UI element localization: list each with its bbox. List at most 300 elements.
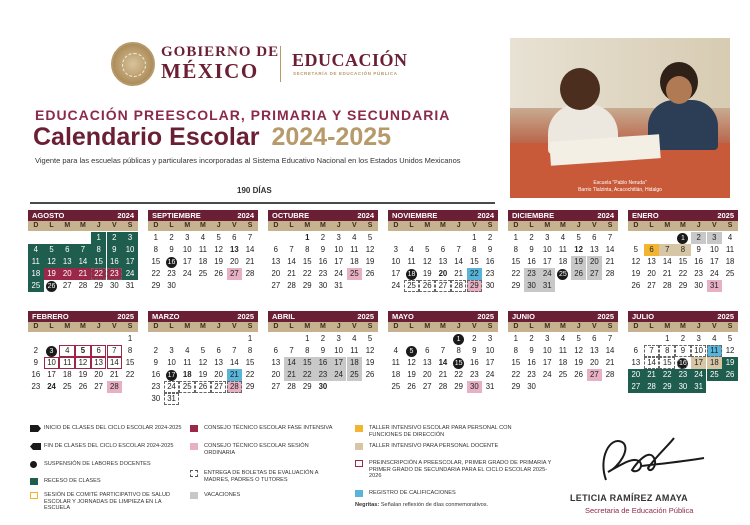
legend-yellow-icon: [355, 425, 363, 432]
day-cell: 7: [289, 346, 294, 355]
day-cell: 30: [167, 281, 176, 290]
day-cell: 15: [511, 358, 521, 367]
day-cell: 27: [271, 382, 281, 391]
legend-tan-icon: [355, 443, 363, 450]
day-cell: 3: [393, 245, 399, 254]
day-cell: 10: [182, 245, 192, 254]
day-cell: 18: [182, 370, 192, 379]
day-cell: 27: [628, 381, 644, 393]
weekday-label: V: [472, 222, 477, 229]
day-cell: 16: [31, 370, 41, 379]
day-cell: 18: [407, 270, 416, 278]
day-cell: 27: [587, 369, 603, 381]
legend-item-text: SESIÓN DE COMITÉ PARTICIPATIVO DE SALUD ESCOLAR Y JORNADAS DE LIMPIEZA EN LA ESCUELA: [44, 492, 171, 512]
day-cell: 21: [662, 269, 672, 278]
day-grid: [508, 333, 618, 405]
weekday-label: V: [112, 222, 117, 229]
month-year: 2025: [597, 312, 614, 321]
weekday-row: [628, 221, 738, 231]
legend-item-text: VACACIONES: [204, 492, 241, 498]
photo-caption-place: Barrio Tlalzinta, Acacochitlán, Hidalgo: [578, 187, 662, 193]
day-cell: 31: [707, 280, 723, 292]
day-cell: 21: [605, 358, 615, 367]
day-cell: 30: [485, 281, 495, 290]
day-cell: 27: [211, 381, 227, 393]
month-name: JUNIO: [512, 312, 535, 321]
day-grid: [628, 333, 738, 405]
legend-item-text: PREINSCRIPCIÓN A PREESCOLAR, PRIMER GRADO DE PRIMARIA Y PRIMER GRADO DE SECUNDARIA PARA EL CICLO ESCOLAR 2025-2026: [369, 460, 552, 480]
weekday-label: J: [456, 222, 461, 229]
day-cell: 20: [590, 358, 599, 367]
day-cell: 2: [107, 232, 123, 244]
legend-item-text: REGISTRO DE CALIFICACIONES: [369, 490, 456, 496]
day-cell: 5: [406, 346, 417, 357]
weekday-label: V: [472, 323, 477, 330]
day-cell: 30: [675, 381, 691, 393]
day-cell: 9: [153, 358, 159, 367]
month-year: 2025: [477, 312, 494, 321]
day-cell: 17: [167, 371, 176, 379]
day-cell: 8: [305, 346, 310, 355]
weekday-label: S: [367, 222, 373, 229]
day-cell: 13: [214, 358, 223, 367]
negritas-text: Señalan reflexión de días conmemorativos.: [380, 502, 489, 508]
day-cell: 21: [605, 257, 615, 266]
legend-item-text: SUSPENSIÓN DE LABORES DOCENTES: [44, 461, 151, 467]
day-cell: 13: [59, 256, 75, 268]
day-cell: 27: [587, 268, 603, 280]
title-years: 2024-2025: [271, 123, 392, 151]
day-cell: 9: [169, 245, 174, 254]
legend-blue-icon: [355, 490, 363, 497]
day-cell: 3: [46, 346, 57, 357]
weekday-label: L: [649, 222, 654, 229]
day-cell: 12: [631, 257, 641, 266]
day-cell: 25: [28, 280, 44, 292]
weekday-label: V: [712, 323, 717, 330]
day-cell: 18: [28, 268, 44, 280]
day-cell: 14: [245, 245, 255, 254]
day-cell: 21: [284, 369, 300, 381]
legend-green-icon: [30, 478, 38, 485]
weekday-label: V: [712, 222, 717, 229]
day-cell: 3: [545, 334, 550, 343]
day-cell: 17: [542, 358, 552, 367]
day-cell: 3: [169, 346, 174, 355]
day-cell: 13: [422, 358, 432, 367]
day-cell: 8: [472, 245, 477, 254]
month-name: SEPTIEMBRE: [152, 211, 201, 220]
day-cell: 3: [122, 232, 138, 244]
month-febrero: [28, 311, 138, 405]
day-cell: 23: [527, 370, 536, 379]
month-septiembre: [148, 210, 258, 304]
month-octubre: [268, 210, 378, 304]
day-cell: 23: [524, 268, 540, 280]
weekday-label: M: [424, 323, 431, 330]
legend-dashed-icon: [190, 470, 198, 477]
day-cell: 8: [456, 346, 461, 355]
weekday-label: M: [440, 323, 446, 330]
day-cell: 12: [198, 358, 208, 367]
month-header: [268, 311, 378, 322]
day-cell: 15: [511, 257, 521, 266]
day-cell: 11: [558, 346, 567, 355]
day-cell: 28: [451, 280, 467, 292]
day-cell: 11: [391, 358, 400, 367]
day-cell: 11: [183, 358, 192, 367]
day-cell: 16: [151, 370, 161, 379]
weekday-label: M: [200, 222, 206, 229]
day-cell: 18: [558, 358, 568, 367]
weekday-label: V: [112, 323, 117, 330]
day-cell: 18: [391, 370, 401, 379]
educacion-subtitle: SECRETARÍA DE EDUCACIÓN PÚBLICA: [293, 71, 398, 76]
day-cell: 4: [200, 233, 206, 242]
month-name: FEBRERO: [32, 312, 69, 321]
day-cell: 20: [214, 370, 223, 379]
day-cell: 5: [425, 245, 430, 254]
day-cell: 16: [315, 357, 331, 369]
day-cell: 25: [179, 381, 195, 393]
weekday-label: S: [367, 323, 373, 330]
day-cell: 15: [299, 357, 315, 369]
weekday-label: D: [33, 222, 39, 229]
day-cell: 7: [289, 245, 294, 254]
day-cell: 2: [320, 334, 326, 343]
negritas-label: Negritas:: [355, 502, 380, 508]
weekday-label: L: [289, 222, 294, 229]
weekday-label: M: [304, 323, 311, 330]
day-cell: 20: [438, 269, 448, 278]
weekday-row: [28, 221, 138, 231]
weekday-label: S: [487, 222, 493, 229]
day-cell: 24: [122, 268, 138, 280]
weekday-label: M: [544, 323, 551, 330]
day-cell: 18: [725, 257, 735, 266]
day-cell: 11: [558, 245, 567, 254]
day-cell: 17: [331, 357, 347, 369]
weekday-label: D: [393, 222, 399, 229]
day-cell: 18: [347, 357, 363, 369]
day-cell: 23: [167, 269, 176, 278]
day-cell: 5: [75, 345, 91, 357]
day-cell: 7: [607, 334, 613, 343]
weekday-label: S: [127, 323, 133, 330]
day-cell: 29: [454, 382, 463, 391]
month-marzo: [148, 311, 258, 405]
day-cell: 15: [454, 359, 463, 367]
day-cell: 11: [350, 346, 359, 355]
day-cell: 24: [331, 369, 347, 381]
day-cell: 24: [710, 269, 719, 278]
day-cell: 10: [334, 346, 343, 355]
day-grid: [268, 333, 378, 405]
day-cell: 19: [422, 269, 432, 278]
day-cell: 28: [287, 382, 296, 391]
legend-item-text: CONSEJO TÉCNICO ESCOLAR SESIÓN ORDINARIA: [204, 443, 309, 456]
day-cell: 30: [318, 382, 328, 391]
day-cell: 29: [151, 281, 161, 290]
day-cell: 18: [558, 257, 568, 266]
day-cell: 9: [529, 346, 534, 355]
weekday-label: S: [487, 323, 493, 330]
day-cell: 26: [571, 268, 587, 280]
weekday-label: V: [352, 323, 357, 330]
day-cell: 27: [227, 268, 243, 280]
weekday-label: M: [320, 222, 326, 229]
day-cell: 30: [110, 281, 119, 290]
weekday-label: D: [153, 222, 159, 229]
day-cell: 7: [644, 345, 660, 357]
month-year: 2025: [717, 211, 734, 220]
day-cell: 11: [59, 357, 75, 369]
day-cell: 15: [678, 257, 688, 266]
day-grid: [508, 232, 618, 304]
day-cell: 1: [513, 233, 519, 242]
day-cell: 29: [302, 281, 312, 290]
day-cell: 17: [334, 257, 343, 266]
month-year: 2024: [597, 211, 614, 220]
day-cell: 24: [539, 268, 555, 280]
weekday-label: V: [352, 222, 357, 229]
day-cell: 28: [605, 269, 615, 278]
day-cell: 14: [287, 257, 296, 266]
day-cell: 8: [675, 244, 691, 256]
day-cell: 28: [227, 381, 243, 393]
day-cell: 10: [542, 245, 552, 254]
day-cell: 12: [725, 346, 735, 355]
weekday-label: J: [96, 323, 101, 330]
day-cell: 6: [273, 245, 279, 254]
legend-item-text: RECESO DE CLASES: [44, 478, 101, 484]
day-cell: 26: [78, 382, 88, 391]
day-cell: 26: [195, 381, 211, 393]
day-cell: 1: [305, 334, 310, 343]
day-cell: 26: [631, 281, 641, 290]
day-cell: 1: [665, 334, 670, 343]
day-cell: 21: [438, 370, 448, 379]
day-cell: 26: [574, 370, 583, 379]
weekday-label: M: [424, 222, 431, 229]
levels-heading: EDUCACIÓN PREESCOLAR, PRIMARIA Y SECUNDARIA: [35, 107, 451, 123]
day-cell: 14: [605, 346, 615, 355]
weekday-label: L: [529, 222, 534, 229]
weekday-label: D: [273, 222, 279, 229]
day-cell: 20: [628, 369, 644, 381]
day-cell: 13: [91, 357, 107, 369]
day-cell: 7: [607, 233, 613, 242]
day-cell: 23: [675, 369, 691, 381]
day-grid: [388, 333, 498, 405]
month-junio: [508, 311, 618, 405]
day-cell: 8: [513, 245, 519, 254]
day-cell: 14: [454, 257, 463, 266]
day-cell: 4: [712, 334, 717, 343]
month-header: [28, 210, 138, 221]
day-cell: 28: [438, 382, 448, 391]
month-name: OCTUBRE: [272, 211, 310, 220]
weekday-row: [268, 221, 378, 231]
day-cell: 21: [110, 370, 119, 379]
day-cell: 19: [574, 358, 583, 367]
day-cell: 1: [453, 334, 464, 345]
day-cell: 6: [273, 346, 279, 355]
day-cell: 25: [62, 382, 72, 391]
day-cell: 16: [470, 358, 479, 367]
day-cell: 18: [707, 357, 723, 369]
day-cell: 4: [727, 233, 733, 242]
day-cell: 12: [574, 346, 583, 355]
day-cell: 2: [320, 233, 326, 242]
day-cell: 25: [707, 369, 723, 381]
day-cell: 2: [169, 233, 174, 242]
day-cell: 8: [247, 346, 253, 355]
day-grid: [148, 232, 258, 304]
legend-item-text: TALLER INTENSIVO PARA PERSONAL DOCENTE: [369, 443, 499, 449]
day-cell: 5: [576, 233, 581, 242]
day-cell: 9: [107, 244, 123, 256]
month-year: 2025: [717, 312, 734, 321]
day-cell: 19: [44, 268, 60, 280]
day-cell: 9: [33, 358, 39, 367]
day-cell: 3: [696, 334, 701, 343]
day-cell: 28: [644, 381, 660, 393]
month-header: [28, 311, 138, 322]
weekday-label: J: [216, 222, 221, 229]
day-cell: 12: [365, 245, 375, 254]
day-cell: 13: [230, 245, 239, 254]
day-cell: 19: [214, 257, 223, 266]
day-cell: 2: [472, 334, 477, 343]
day-cell: 11: [407, 257, 416, 266]
legend-flag-start-icon: [30, 425, 41, 432]
day-cell: 28: [287, 281, 296, 290]
weekday-label: D: [273, 323, 279, 330]
day-grid: [28, 232, 138, 304]
day-cell: 26: [365, 370, 375, 379]
day-cell: 19: [722, 357, 738, 369]
day-cell: 29: [678, 281, 688, 290]
month-header: [508, 311, 618, 322]
title-text: Calendario Escolar: [33, 123, 260, 151]
day-cell: 21: [245, 257, 255, 266]
day-cell: 26: [214, 269, 223, 278]
month-name: ENERO: [632, 211, 659, 220]
day-cell: 1: [677, 233, 688, 244]
day-cell: 11: [725, 245, 735, 254]
month-header: [148, 210, 258, 221]
day-cell: 31: [164, 393, 180, 405]
weekday-label: V: [232, 323, 237, 330]
weekday-label: J: [216, 323, 221, 330]
day-cell: 30: [527, 382, 536, 391]
day-cell: 17: [542, 257, 552, 266]
month-header: [148, 311, 258, 322]
day-cell: 14: [662, 257, 672, 266]
day-cell: 25: [347, 369, 363, 381]
day-cell: 7: [232, 346, 237, 355]
day-cell: 10: [334, 245, 343, 254]
day-cell: 29: [302, 382, 312, 391]
weekday-label: M: [184, 323, 191, 330]
header-divider: [280, 46, 281, 82]
day-cell: 7: [247, 233, 253, 242]
day-cell: 21: [227, 369, 243, 381]
day-cell: 31: [691, 381, 707, 393]
day-cell: 30: [694, 281, 703, 290]
gobierno-line1: GOBIERNO DE: [161, 44, 280, 60]
day-cell: 13: [590, 245, 599, 254]
day-cell: 3: [336, 233, 341, 242]
day-cell: 5: [367, 334, 373, 343]
legend-circle-icon: [30, 461, 37, 468]
day-cell: 19: [631, 269, 641, 278]
month-header: [628, 311, 738, 322]
day-cell: 17: [710, 257, 719, 266]
day-cell: 8: [305, 245, 310, 254]
day-cell: 26: [722, 369, 738, 381]
weekday-label: M: [320, 323, 326, 330]
day-cell: 23: [315, 369, 331, 381]
day-grid: [28, 333, 138, 405]
day-cell: 6: [91, 345, 107, 357]
day-cell: 5: [633, 245, 639, 254]
month-name: MARZO: [152, 312, 180, 321]
month-header: [268, 210, 378, 221]
day-cell: 9: [696, 245, 701, 254]
day-cell: 11: [198, 245, 207, 254]
day-cell: 21: [75, 268, 91, 280]
day-cell: 18: [198, 257, 208, 266]
legend-item-text: TALLER INTENSIVO ESCOLAR PARA PERSONAL CON FUNCIONES DE DIRECCIÓN: [369, 425, 512, 438]
day-cell: 15: [470, 257, 479, 266]
day-cell: 12: [574, 245, 583, 254]
weekday-label: M: [544, 222, 551, 229]
day-cell: 15: [151, 257, 161, 266]
day-cell: 19: [571, 256, 587, 268]
day-cell: 22: [678, 269, 688, 278]
signature-icon: [588, 428, 708, 488]
day-cell: 10: [691, 345, 707, 357]
weekday-row: [508, 221, 618, 231]
day-cell: 16: [527, 257, 536, 266]
month-agosto: [28, 210, 138, 304]
weekday-label: S: [607, 323, 613, 330]
day-cell: 13: [647, 257, 656, 266]
day-cell: 3: [336, 334, 341, 343]
day-cell: 10: [485, 346, 495, 355]
day-cell: 24: [164, 381, 180, 393]
legend-maroon-outline-icon: [355, 460, 363, 467]
month-year: 2024: [237, 211, 254, 220]
day-cell: 6: [592, 233, 597, 242]
day-cell: 20: [647, 269, 656, 278]
day-cell: 1: [153, 233, 159, 242]
day-cell: 7: [456, 245, 461, 254]
day-cell: 25: [558, 270, 567, 278]
day-cell: 29: [94, 281, 103, 290]
day-cell: 28: [245, 269, 255, 278]
weekday-label: J: [696, 323, 701, 330]
day-cell: 13: [590, 346, 599, 355]
day-cell: 25: [558, 370, 568, 379]
weekday-label: M: [560, 323, 566, 330]
day-cell: 6: [440, 245, 446, 254]
day-cell: 17: [47, 370, 56, 379]
weekday-label: S: [247, 222, 253, 229]
day-cell: 17: [391, 269, 401, 278]
